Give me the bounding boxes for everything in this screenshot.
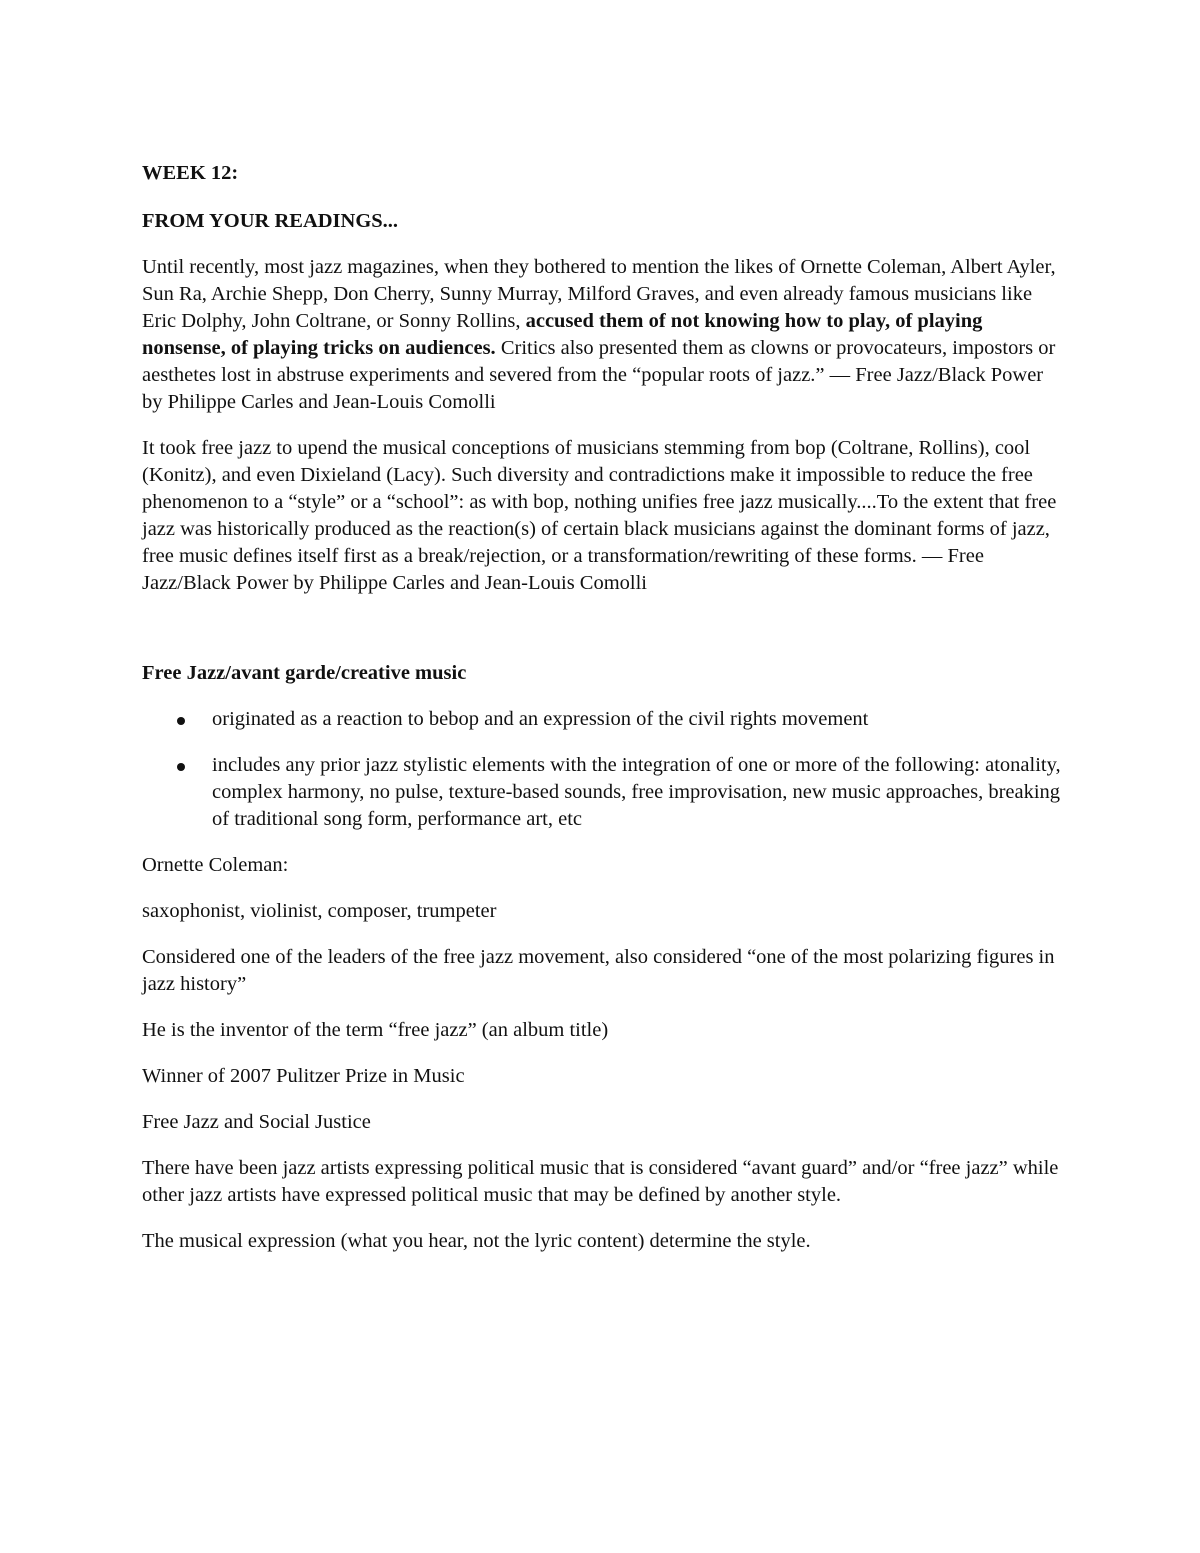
- quote-paragraph-1: [142, 254, 1067, 416]
- section-heading: Free Jazz/avant garde/creative music: [142, 662, 467, 684]
- quote1-bold-text: accused them of not knowing how to play, of playing nonsense, of playing tricks on audiences.: [142, 310, 983, 359]
- artist-term: He is the inventor of the term “free jazz” (an album title): [142, 1019, 609, 1041]
- bullet-text: includes any prior jazz stylistic elements with the integration of one or more of the following: atonality, complex harmony, no pulse, texture-based sounds, free improvisation, new music approaches, breaking of traditional song form, performance art, etc: [212, 754, 1061, 830]
- quote-paragraph-2: It took free jazz to upend the musical conceptions of musicians stemming from bop (Coltrane, Rollins), cool (Konitz), and even Dixieland (Lacy). Such diversity and contradictions make it impossible to reduce the free phenomenon to a “style” or a “school”: as with bop, nothing unifies free jazz musically....To the extent that free jazz was historically produced as the reaction(s) of certain black musicians against the dominant forms of jazz, free music defines itself first as a break/rejection, or a transformation/rewriting of these forms. — Free Jazz/Black Power by Philippe Carles and Jean-Louis Comolli: [142, 437, 1057, 594]
- political-music-paragraph: There have been jazz artists expressing political music that is considered “avant guard” and/or “free jazz” while other jazz artists have expressed political music that may be defined by another style.: [142, 1157, 1059, 1206]
- bullet-text: originated as a reaction to bebop and an expression of the civil rights movement: [212, 708, 869, 730]
- artist-award: Winner of 2007 Pulitzer Prize in Music: [142, 1065, 465, 1087]
- week-heading: WEEK 12:: [142, 162, 239, 184]
- bullet-dot-icon: [177, 717, 185, 725]
- artist-name: Ornette Coleman:: [142, 854, 289, 876]
- social-justice-heading: Free Jazz and Social Justice: [142, 1111, 371, 1133]
- artist-roles: saxophonist, violinist, composer, trumpeter: [142, 900, 497, 922]
- artist-description: Considered one of the leaders of the free jazz movement, also considered “one of the most polarizing figures in jazz history”: [142, 946, 1055, 995]
- quote1-text-b: Critics also presented them as clowns or provocateurs, impostors or aesthetes lost in abstruse experiments and severed from the “popular roots of jazz.” — Free Jazz/Black Power by Philippe Carles and Jean-Louis Comolli: [142, 337, 1056, 413]
- document-page: [142, 160, 1067, 1274]
- list-item: [142, 752, 1067, 833]
- bullet-list: [142, 706, 1067, 833]
- readings-heading: FROM YOUR READINGS...: [142, 210, 399, 232]
- quote1-text-a: Until recently, most jazz magazines, when they bothered to mention the likes of Ornette Coleman, Albert Ayler, Sun Ra, Archie Shepp, Don Cherry, Sunny Murray, Milford Graves, and even already famous musicians like Eric Dolphy, John Coltrane, or Sonny Rollins,: [142, 256, 1056, 332]
- bullet-dot-icon: [177, 763, 185, 771]
- style-paragraph: The musical expression (what you hear, not the lyric content) determine the style.: [142, 1230, 811, 1252]
- list-item: [142, 706, 1067, 733]
